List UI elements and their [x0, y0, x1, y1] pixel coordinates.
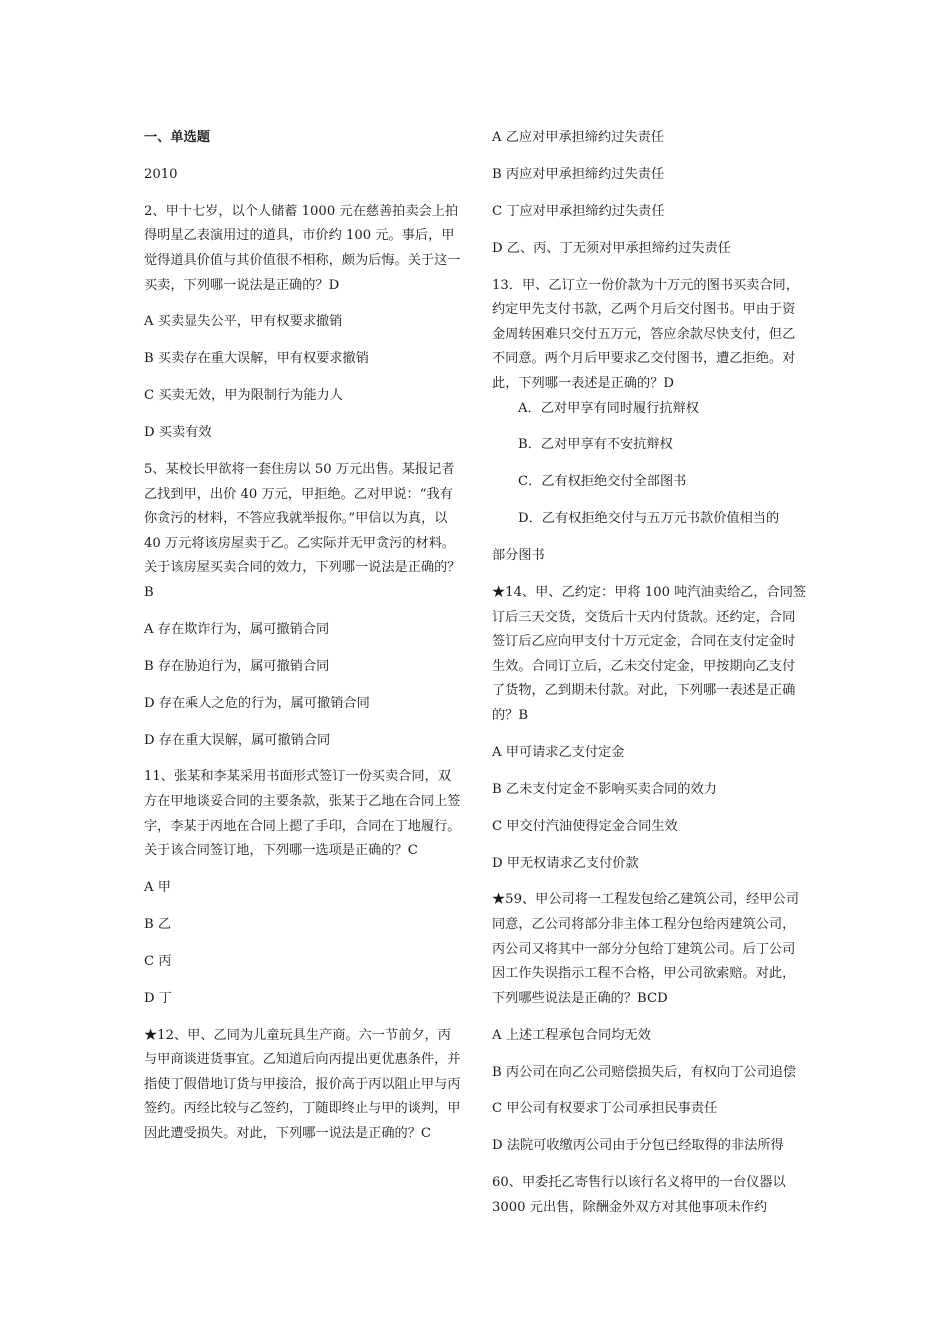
right-column — [492, 126, 808, 1233]
option: D 甲无权请求乙支付价款 — [492, 855, 639, 871]
option: D 买卖有效 — [144, 425, 212, 441]
option: A 存在欺诈行为，属可撤销合同 — [144, 621, 330, 637]
option: A 甲 — [144, 880, 171, 896]
option: D 存在重大误解，属可撤销合同 — [144, 732, 331, 748]
option: B 丙公司在向乙公司赔偿损失后，有权向丁公司追偿 — [492, 1064, 797, 1080]
option: A 买卖显失公平，甲有权要求撤销 — [144, 314, 343, 330]
option: C 丁应对甲承担缔约过失责任 — [492, 203, 665, 219]
question-12: ★12、甲、乙同为儿童玩具生产商。六一节前夕，丙与甲商谈进货事宜。乙知道后向丙提出更优惠条件，并指使丁假借地订货与甲接洽，报价高于丙以阻止甲与丙签约。丙经比较与乙签约，丁随即终止与甲的谈判，甲因此遭受损失。对此，下列哪一说法是正确的？C — [144, 1027, 461, 1142]
question-13: 13．甲、乙订立一份价款为十万元的图书买卖合同，约定甲先支付书款，乙两个月后交付图书。甲由于资金周转困难只交付五万元，答应余款尽快支付，但乙不同意。两个月后甲要求乙交付图书，遭乙拒绝。对此，下列哪一表述是正确的？D — [492, 277, 799, 391]
option: D 丁 — [144, 990, 172, 1006]
option: C 买卖无效，甲为限制行为能力人 — [144, 388, 343, 404]
option: B 存在胁迫行为，属可撤销合同 — [144, 658, 330, 674]
question-59: ★59、甲公司将一工程发包给乙建筑公司，经甲公司同意，乙公司将部分非主体工程分包给丙建筑公司，丙公司又将其中一部分分包给丁建筑公司。后丁公司因工作失误指示工程不合格，甲公司欲索赔。对此，下列哪些说法是正确的？BCD — [492, 892, 799, 1006]
option: B 乙 — [144, 917, 172, 932]
option: B．乙对甲享有不安抗辩权 — [518, 437, 673, 453]
option: D．乙有权拒绝交付与五万元书款价值相当的 — [518, 511, 780, 527]
question-11: 11、张某和李某采用书面形式签订一份买卖合同，双方在甲地谈妥合同的主要条款，张某于乙地在合同上签字，李某于丙地在合同上摁了手印，合同在丁地履行。关于该合同签订地，下列哪一选项是正确的？C — [144, 769, 461, 859]
option: C 甲交付汽油使得定金合同生效 — [492, 818, 678, 834]
option: A 上述工程承包合同均无效 — [492, 1027, 651, 1043]
option-continuation: 部分图书 — [492, 548, 545, 564]
option: D 法院可收缴丙公司由于分包已经取得的非法所得 — [492, 1138, 784, 1154]
year-label: 2010 — [144, 166, 178, 182]
left-column — [144, 126, 462, 1159]
option: A 乙应对甲承担缔约过失责任 — [492, 130, 664, 145]
option: D 存在乘人之危的行为，属可撤销合同 — [144, 695, 370, 711]
option: A 甲可请求乙支付定金 — [492, 744, 625, 760]
option: C 丙 — [144, 953, 172, 969]
option: D 乙、丙、丁无须对甲承担缔约过失责任 — [492, 240, 731, 256]
question-2: 2、甲十七岁，以个人储蓄 1000 元在慈善拍卖会上拍得明星乙表演用过的道具，市价约 100 元。事后，甲觉得道具价值与其价值很不相称，颇为后悔。关于这一买卖，下列哪一说法是正确的？D — [144, 203, 461, 293]
option: C．乙有权拒绝交付全部图书 — [518, 474, 687, 490]
question-5: 5、某校长甲欲将一套住房以 50 万元出售。某报记者乙找到甲，出价 40 万元，甲拒绝。乙对甲说：“我有你贪污的材料，不答应我就举报你。”甲信以为真，以 40 万元将该房屋卖于乙。乙实际并无甲贪污的材料。关于该房屋买卖合同的效力，下列哪一说法是正确的？B — [144, 462, 461, 600]
option: B 买卖存在重大误解，甲有权要求撤销 — [144, 351, 369, 367]
option: B 乙未支付定金不影响买卖合同的效力 — [492, 781, 717, 797]
question-60: 60、甲委托乙寄售行以该行名义将甲的一台仪器以 3000 元出售，除酬金外双方对其他事项未作约 — [492, 1175, 786, 1215]
option: A．乙对甲享有同时履行抗辩权 — [518, 400, 699, 416]
section-heading: 一、单选题 — [144, 130, 210, 145]
question-14: ★14、甲、乙约定：甲将 100 吨汽油卖给乙，合同签订后三天交货，交货后十天内付货款。还约定，合同签订后乙应向甲支付十万元定金，合同在支付定金时生效。合同订立后，乙未交付定金，甲按期向乙支付了货物，乙到期未付款。对此，下列哪一表述是正确的？B — [492, 584, 807, 723]
option: C 甲公司有权要求丁公司承担民事责任 — [492, 1101, 718, 1117]
option: B 丙应对甲承担缔约过失责任 — [492, 166, 665, 182]
